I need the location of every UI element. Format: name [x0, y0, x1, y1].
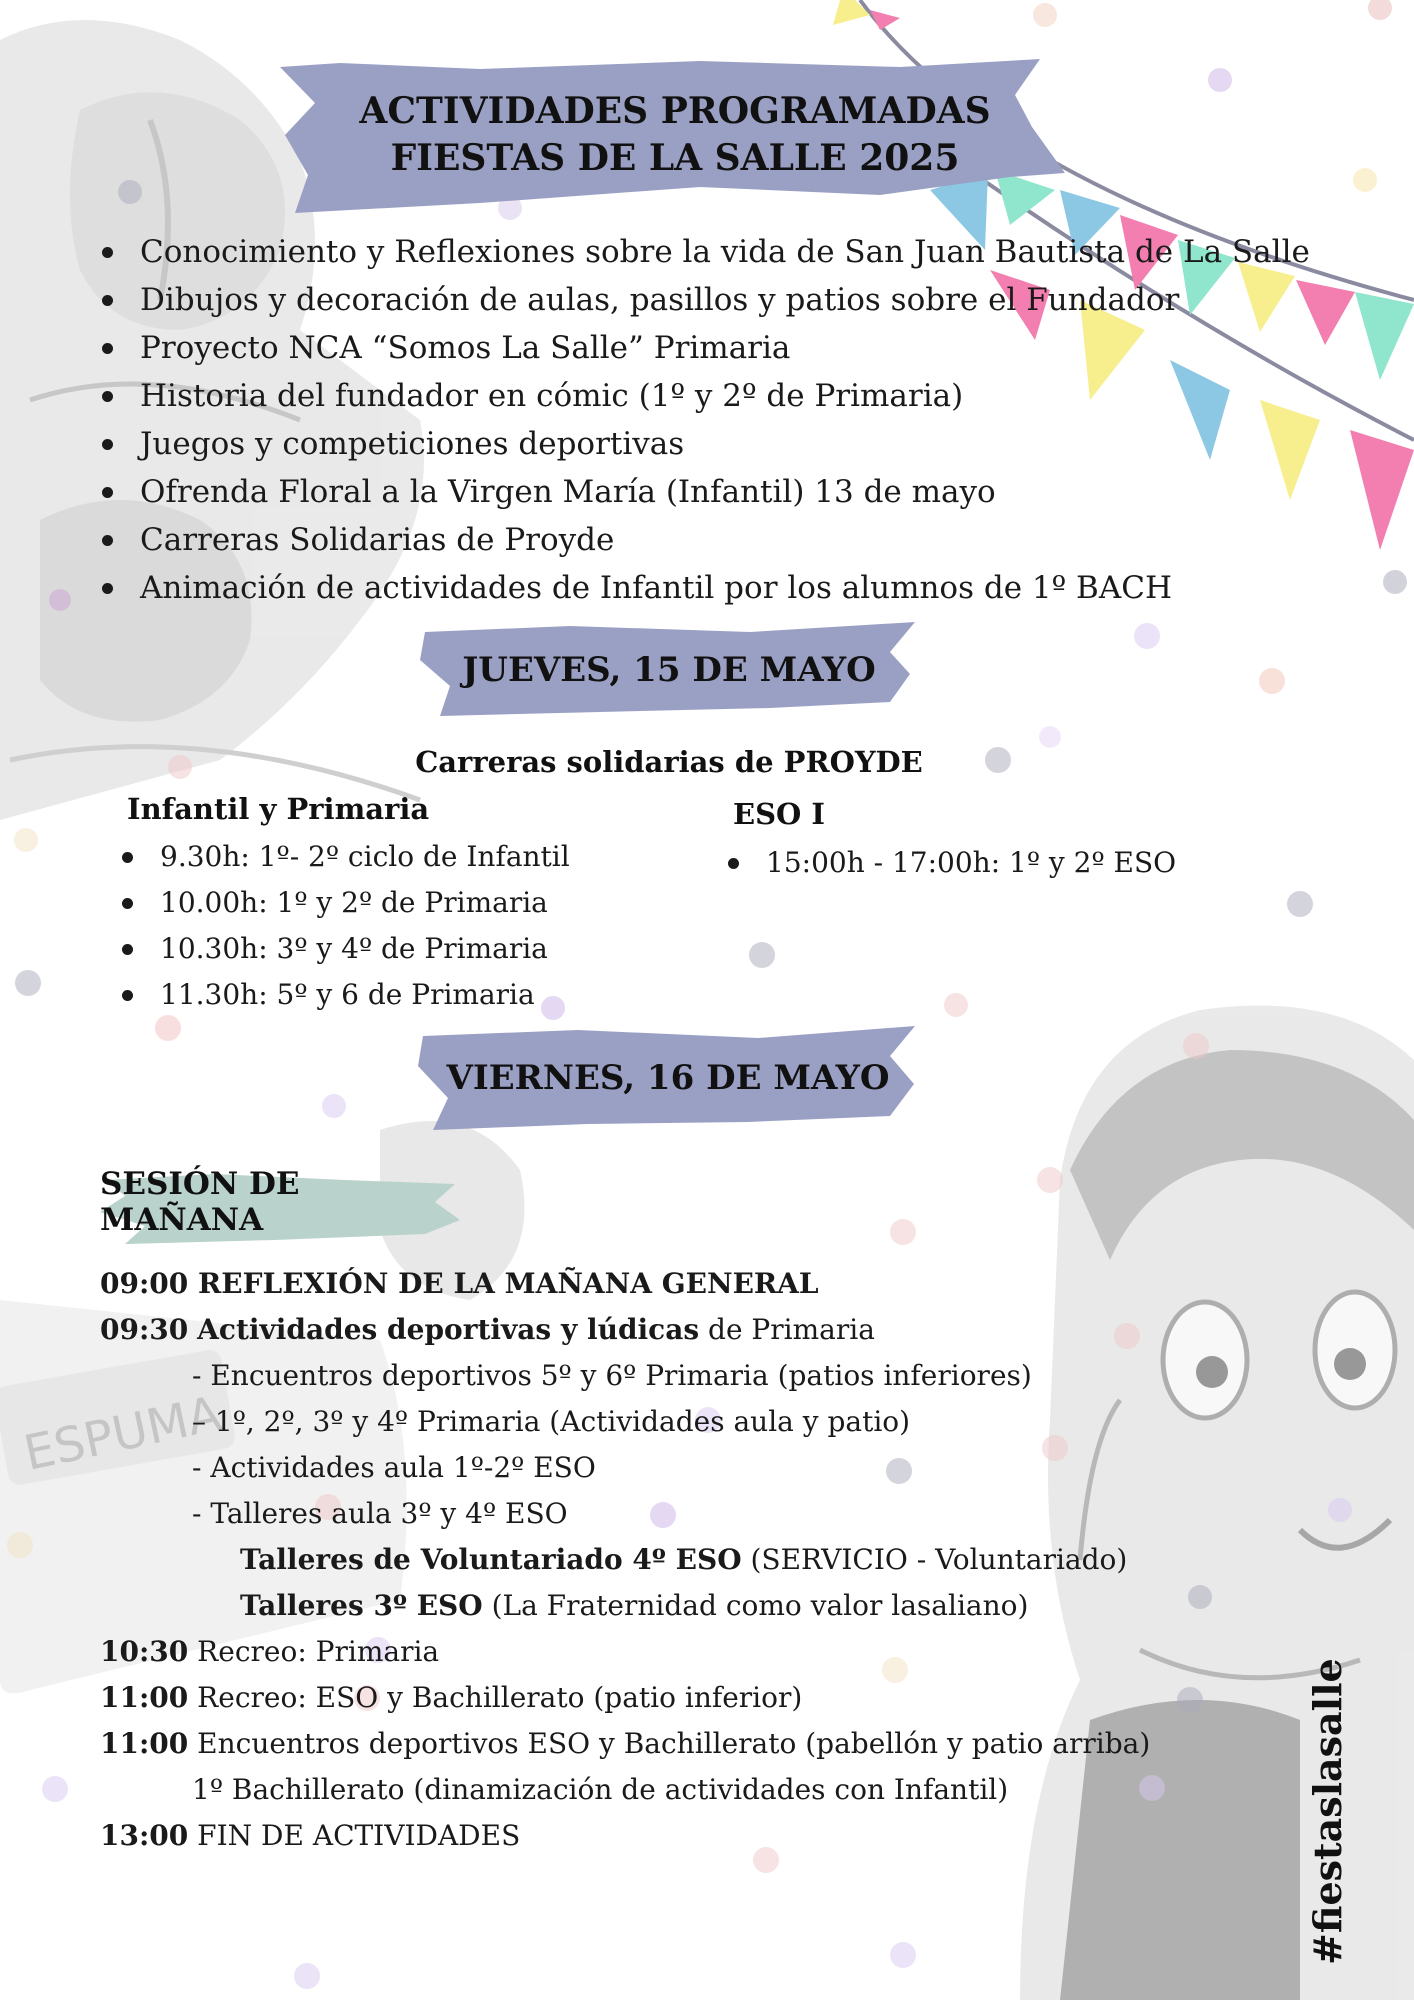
- list-item: Dibujos y decoración de aulas, pasillos y patios sobre el Fundador: [100, 276, 1310, 324]
- schedule-subitem: - Actividades aula 1º-2º ESO: [192, 1451, 596, 1484]
- schedule-subitem: - Encuentros deportivos 5º y 6º Primaria (patios inferiores): [192, 1359, 1032, 1392]
- list-item: Carreras Solidarias de Proyde: [100, 516, 1310, 564]
- schedule-workshop-rest: (SERVICIO - Voluntariado): [750, 1543, 1128, 1576]
- schedule-time: 10:30: [100, 1635, 189, 1668]
- list-item: Ofrenda Floral a la Virgen María (Infantil) 13 de mayo: [100, 468, 1310, 516]
- schedule-time: 11:00: [100, 1727, 189, 1760]
- schedule-reflection: 09:00 REFLEXIÓN DE LA MAÑANA GENERAL: [100, 1267, 819, 1300]
- schedule-text: FIN DE ACTIVIDADES: [197, 1819, 521, 1852]
- schedule-line: [100, 1721, 1150, 1767]
- schedule-subitem: 1º Bachillerato (dinamización de actividades con Infantil): [192, 1773, 1009, 1806]
- schedule-time: 11:00: [100, 1681, 189, 1714]
- schedule-line: [100, 1675, 802, 1721]
- schedule-workshop-rest: (La Fraternidad como valor lasaliano): [491, 1589, 1029, 1622]
- list-item: 10.00h: 1º y 2º de Primaria: [120, 880, 570, 926]
- schedule-line: [192, 1491, 568, 1537]
- schedule-text: Recreo: ESO y Bachillerato (patio inferior): [197, 1681, 803, 1714]
- schedule-time: 13:00: [100, 1819, 189, 1852]
- list-item: 9.30h: 1º- 2º ciclo de Infantil: [120, 834, 570, 880]
- page-title-line1: ACTIVIDADES PROGRAMADAS: [359, 90, 991, 133]
- schedule-text: Recreo: Primaria: [197, 1635, 440, 1668]
- schedule-activity-rest: de Primaria: [708, 1313, 875, 1346]
- schedule-line: [100, 1813, 520, 1859]
- list-item: Conocimiento y Reflexiones sobre la vida de San Juan Bautista de La Salle: [100, 228, 1310, 276]
- friday-date-banner: [418, 1026, 918, 1130]
- hashtag: #fiestaslasalle: [1305, 1658, 1350, 1965]
- friday-date-label: VIERNES, 16 DE MAYO: [446, 1057, 890, 1098]
- schedule-time: 09:30: [100, 1313, 189, 1346]
- schedule-subitem: - Talleres aula 3º y 4º ESO: [192, 1497, 568, 1530]
- schedule-line: [100, 1261, 819, 1307]
- thursday-subtitle: Carreras solidarias de PROYDE: [415, 745, 923, 779]
- schedule-workshop-bold: Talleres 3º ESO: [240, 1589, 483, 1622]
- list-item: Proyecto NCA “Somos La Salle” Primaria: [100, 324, 1310, 372]
- page-title-line2: FIESTAS DE LA SALLE 2025: [390, 137, 960, 179]
- list-item: Juegos y competiciones deportivas: [100, 420, 1310, 468]
- schedule-line: [100, 1629, 439, 1675]
- list-item: 10.30h: 3º y 4º de Primaria: [120, 926, 570, 972]
- infantil-primaria-list: [120, 834, 570, 1018]
- session-label-block: [95, 1140, 465, 1250]
- svg-text:ESPUMA: ESPUMA: [19, 1385, 226, 1482]
- schedule-line: [240, 1583, 1028, 1629]
- session-label: SESIÓN DE MAÑANA: [100, 1166, 300, 1238]
- title-banner: [280, 55, 1070, 215]
- schedule-activity-bold: Actividades deportivas y lúdicas: [197, 1313, 700, 1346]
- schedule-line: [100, 1307, 875, 1353]
- schedule-line: [192, 1445, 596, 1491]
- thursday-date-banner: [420, 622, 918, 718]
- eso-heading: ESO I: [733, 797, 825, 831]
- eso-list: [726, 840, 1176, 886]
- thursday-date-label: JUEVES, 15 DE MAYO: [462, 649, 876, 690]
- schedule-subitem: – 1º, 2º, 3º y 4º Primaria (Actividades aula y patio): [192, 1405, 911, 1438]
- list-item: 11.30h: 5º y 6 de Primaria: [120, 972, 570, 1018]
- list-item: 15:00h - 17:00h: 1º y 2º ESO: [726, 840, 1176, 886]
- schedule-line: [192, 1767, 1008, 1813]
- list-item: Animación de actividades de Infantil por los alumnos de 1º BACH: [100, 564, 1310, 612]
- schedule-line: [192, 1399, 910, 1445]
- schedule-workshop-bold: Talleres de Voluntariado 4º ESO: [240, 1543, 742, 1576]
- schedule-line: [192, 1353, 1032, 1399]
- activities-list: [100, 228, 1310, 612]
- schedule-text: Encuentros deportivos ESO y Bachillerato (pabellón y patio arriba): [197, 1727, 1151, 1760]
- infantil-primaria-heading: Infantil y Primaria: [127, 792, 430, 826]
- schedule-line: [240, 1537, 1127, 1583]
- list-item: Historia del fundador en cómic (1º y 2º de Primaria): [100, 372, 1310, 420]
